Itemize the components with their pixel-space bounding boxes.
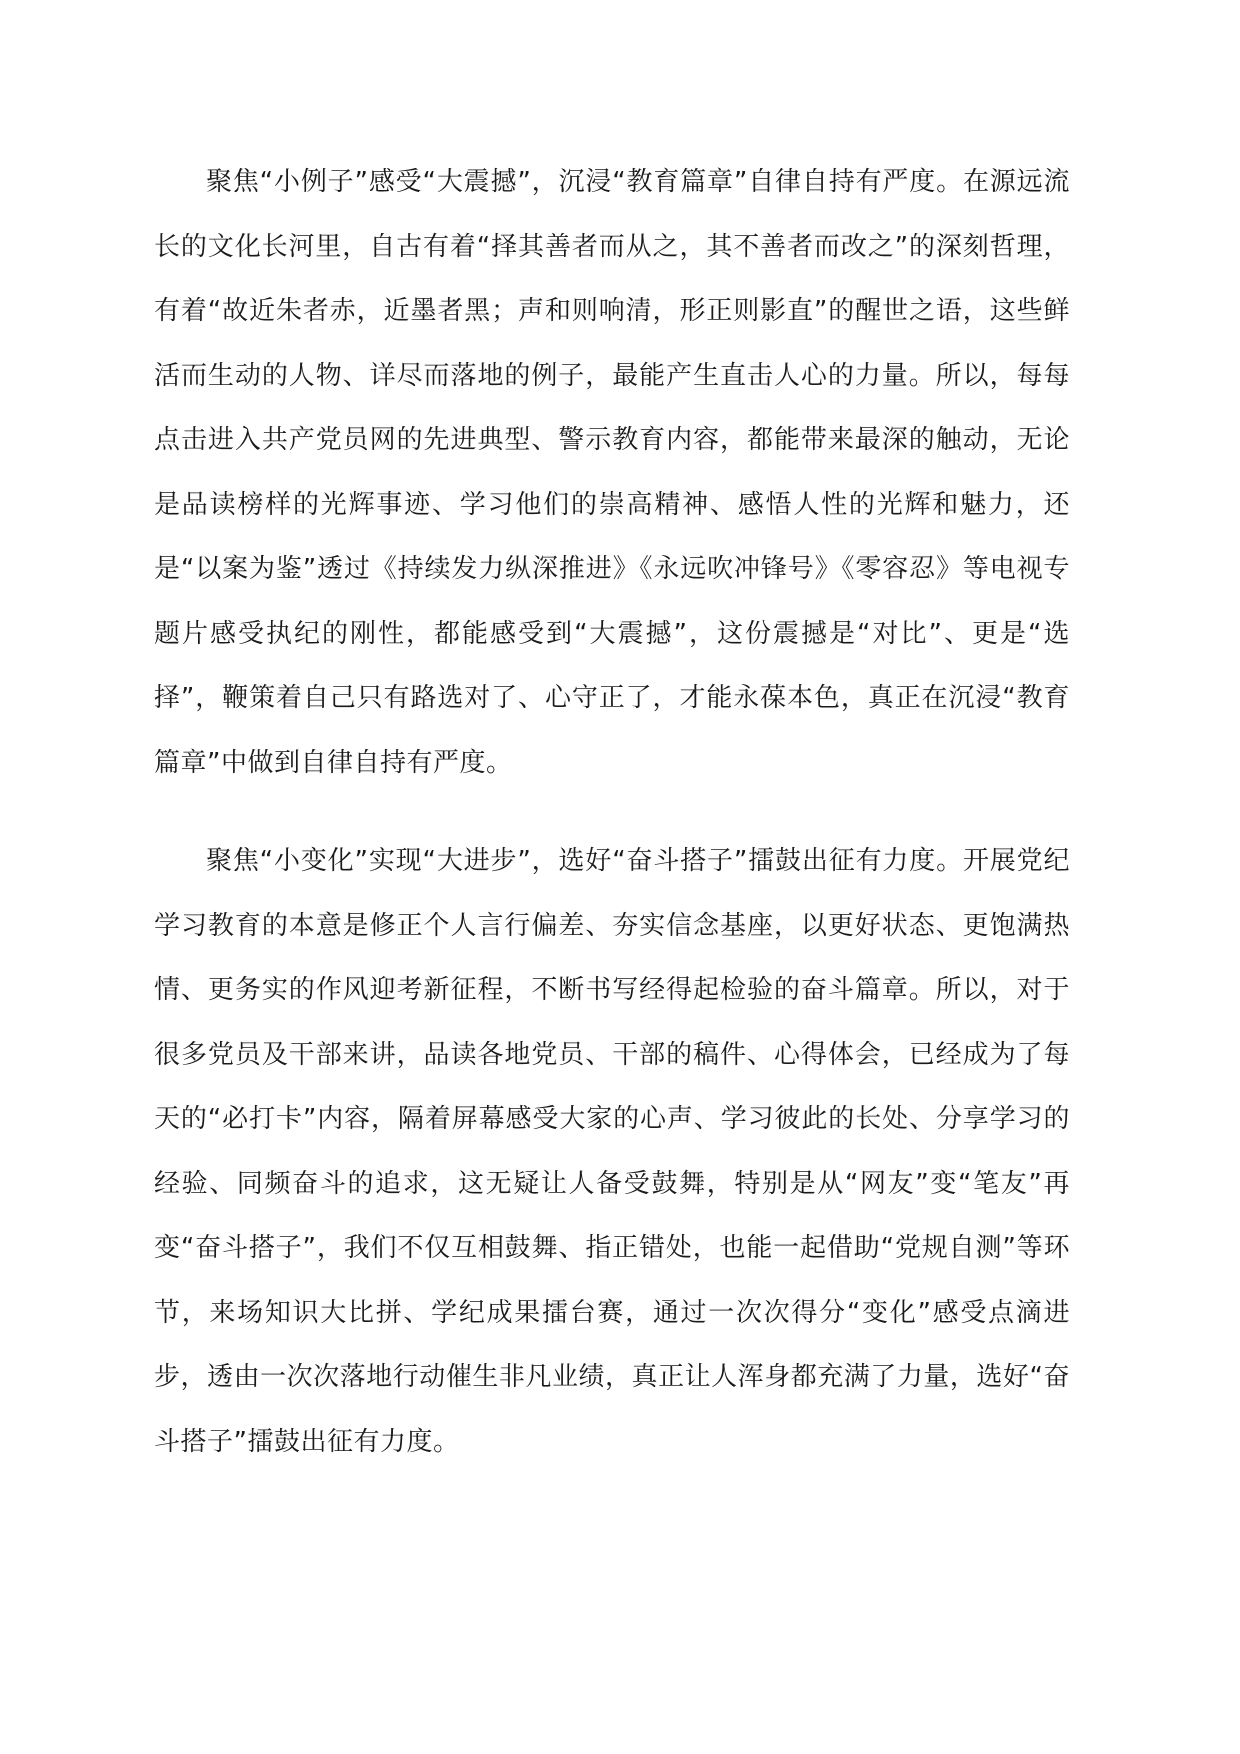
paragraph-example-shock: 聚焦“小例子”感受“大震撼”，沉浸“教育篇章”自律自持有严度。在源远流长的文化长河里，自古有着“择其善者而从之，其不善者而改之”的深刻哲理，有着“故近朱者赤，近墨者黑；声和则响清，形正则影直”的醒世之语，这些鲜活而生动的人物、详尽而落地的例子，最能产生直击人心的力量。所以，每每点击进入共产党员网的先进典型、警示教育内容，都能带来最深的触动，无论是品读榜样的光辉事迹、学习他们的崇高精神、感悟人性的光辉和魅力，还是“以案为鉴”透过《持续发力纵深推进》《永远吹冲锋号》《零容忍》等电视专题片感受执纪的刚性，都能感受到“大震撼”，这份震撼是“对比”、更是“选择”，鞭策着自己只有路选对了、心守正了，才能永葆本色，真正在沉浸“教育篇章”中做到自律自持有严度。 <box>154 167 1070 778</box>
paragraph-change-progress: 聚焦“小变化”实现“大进步”，选好“奋斗搭子”擂鼓出征有力度。开展党纪学习教育的本意是修正个人言行偏差、夯实信念基座，以更好状态、更饱满热情、更务实的作风迎考新征程，不断书写经得起检验的奋斗篇章。所以，对于很多党员及干部来讲，品读各地党员、干部的稿件、心得体会，已经成为了每天的“必打卡”内容，隔着屏幕感受大家的心声、学习彼此的长处、分享学习的经验、同频奋斗的追求，这无疑让人备受鼓舞，特别是从“网友”变“笔友”再变“奋斗搭子”，我们不仅互相鼓舞、指正错处，也能一起借助“党规自测”等环节，来场知识大比拼、学纪成果擂台赛，通过一次次得分“变化”感受点滴进步，透由一次次落地行动催生非凡业绩，真正让人浑身都充满了力量，选好“奋斗搭子”擂鼓出征有力度。 <box>154 846 1070 1457</box>
